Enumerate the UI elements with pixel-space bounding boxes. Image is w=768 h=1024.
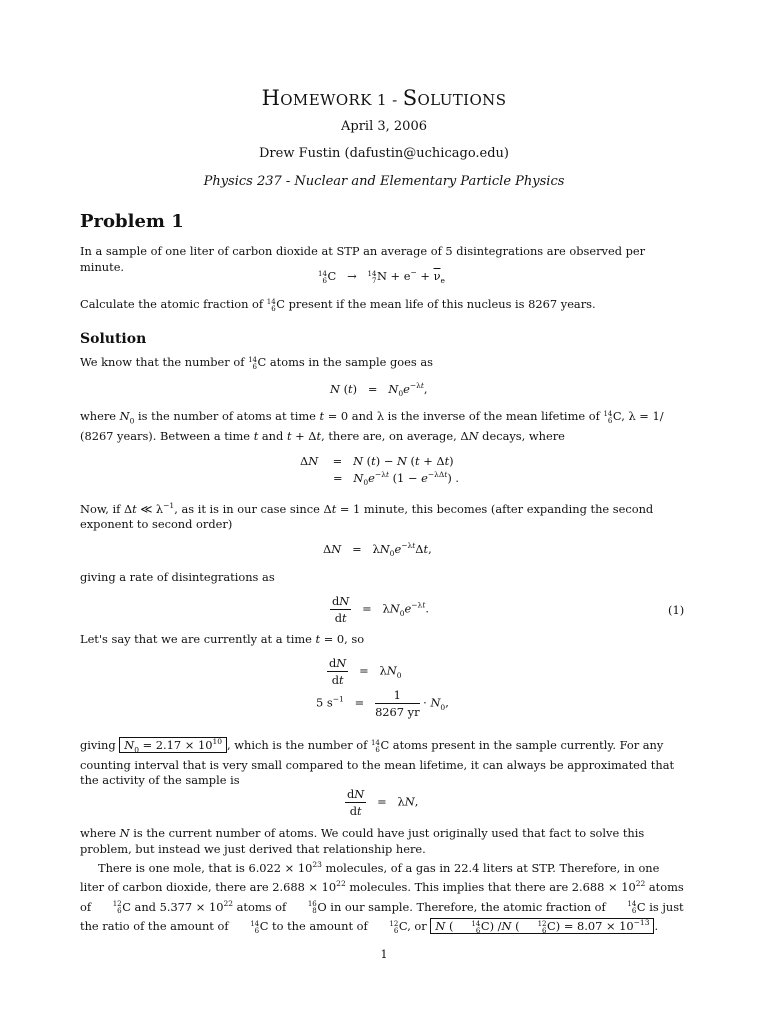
problem-statement-text: In a sample of one liter of carbon dioxide at STP an average of 5 disintegrations are observed per minute. [80,244,646,274]
solution-heading: Solution [80,331,147,347]
delta-n-equation-line-2: = $N_0e^{-\lambda t}$ $(1 - e^{-\lambda\Delta t})$ . [333,470,460,488]
rate-equation: $\frac{dN}{dt}$ = $\lambda N_0e^{-\lambda t}$. [332,594,429,625]
delta-n-equation-line-1: ΔN = N (t) − N (t + Δt) [300,454,454,468]
decay-law-equation: N $(t) = N_0e^{-\lambda t}$, [330,381,428,399]
activity-equation: $\frac{dN}{dt}$ = λN, [347,787,419,818]
solution-paragraph-1: We know that the number of 14 6 C atoms in the sample goes as [80,355,433,371]
solution-paragraph-6: giving $N_0 = 2.17 \times 10^{10}$ , which is the number of 14 6 C atoms present in the sample currently. For any counting interval that is very small compared to the mean lifetime, it can always be approximated that the activity of the sample is [80,737,675,788]
solution-paragraph-5: Let's say that we are currently at a time t = 0, so [80,632,365,646]
page-title: HOMEWORK 1 - SOLUTIONS [261,86,507,110]
solution-paragraph-7: where N is the current number of atoms. We could have just originally used that fact to solve this problem, but instead we just derived that relationship here. [80,826,645,856]
problem-question: Calculate the atomic fraction of 14 6 C present if the mean life of this nucleus is 8267 years. [80,297,596,313]
author: Drew Fustin (dafustin@uchicago.edu) [258,146,510,161]
course-name: Physics 237 - Nuclear and Elementary Particle Physics [203,174,565,189]
equation-number: (1) [668,603,685,617]
solution-paragraph-2: where $N_0$ is the number of atoms at time t = 0 and λ is the inverse of the mean lifetime of 14 6 C, λ = 1/ (8267 years). Between a time t and t + Δt, there are, on average, ΔN decays, where [80,409,664,443]
page-number: 1 [380,948,388,961]
current-rate-equation-line-2: 5 $s^{-1}$ = $\frac{1}{8267 yr}$ · $N_0$, [316,688,449,719]
date: April 3, 2006 [341,119,427,134]
boxed-result-ratio: N ( 14 6 C) /N ( 12 6 $C) = 8.07 \times 10^{-13}$ [430,918,654,934]
solution-paragraph-3: Now, if Δt ≪ $\lambda^{-1}$, as it is in our case since Δt = 1 minute, this becomes (after expanding the second exponent to second order) [80,501,654,532]
problem-heading: Problem 1 [80,211,184,232]
delta-n-approx-equation: $\Delta N = \lambda N_0e^{-\lambda t}\Delta t$, [323,541,432,559]
decay-reaction-equation: 14 6 C → 14 7 $N + e^- + \overline{\nu}_e$ [318,268,445,286]
solution-paragraph-4: giving a rate of disintegrations as [80,570,275,584]
current-rate-equation-line-1: $\frac{dN}{dt}$ = $\lambda N_0$ [329,656,402,687]
solution-paragraph-8: There is one mole, that is $6.022 \times 10^{23}$ molecules, of a gas in 22.4 liters at STP. Therefore, in one liter of carbon dioxide, there are $2.688 \times 10^{22}$ molecules. This implies that there are $2.688 \times 10^{22}$ atoms of 12 6 C and $5.377 \times 10^{22}$ atoms of 16 8 O in our sample. Therefore, the atomic fraction of 14 6 C is just the ratio of the amount of 14 6 C to the amount of 12 6 C, or N ( 14 6 C) /N ( 12 6 $C) = 8.07 \times 10^{-13}$ . [80,860,684,936]
boxed-result-n0: $N_0 = 2.17 \times 10^{10}$ [119,737,227,753]
